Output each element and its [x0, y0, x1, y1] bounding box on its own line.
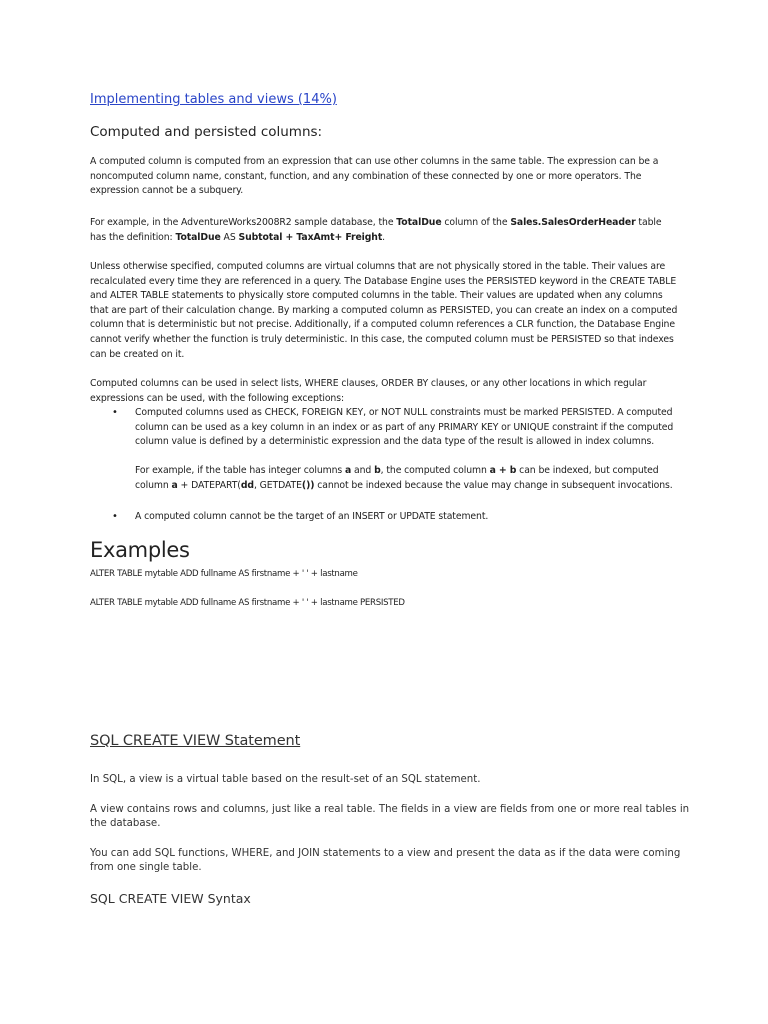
bold-text: dd	[240, 479, 254, 491]
text-run: + DATEPART(	[177, 479, 241, 491]
text-run: cannot be indexed because the value may change in subsequent invocations.	[314, 479, 673, 491]
bullet-text: A computed column cannot be the target of an INSERT or UPDATE statement.	[135, 511, 489, 522]
subheading: Computed and persisted columns:	[90, 124, 323, 140]
bold-text: a	[171, 479, 178, 491]
bullet-text: Computed columns used as CHECK, FOREIGN KEY, or NOT NULL constraints must be marked PERSISTED. A computed column can be used as a key column in an index or as part of any PRIMARY KEY or UNIQUE constraint if the computed column value is defined by a deterministic expression and the data type of the result is allowed in index columns.	[135, 407, 674, 448]
sql-paragraph: A view contains rows and columns, just like a real table. The fields in a view are fields from one or more real tables in the database.	[90, 804, 690, 829]
code-line: ALTER TABLE mytable ADD fullname AS firstname + ' ' + lastname	[90, 569, 358, 579]
bold-text: a	[344, 465, 352, 476]
bullet-icon: •	[112, 407, 118, 418]
text-run: AS	[220, 231, 239, 243]
bullet-example-text	[135, 464, 680, 493]
paragraph-computed-column: A computed column is computed from an expression that can use other columns in the same table. The expression can be a noncomputed column name, constant, function, and any combination of these connected by one or more operators. The expression cannot be a subquery.	[90, 156, 659, 197]
text-run: column of the	[441, 217, 511, 228]
examples-heading: Examples	[90, 538, 190, 562]
bold-text: Subtotal + TaxAmt+ Freight	[238, 231, 383, 243]
bold-text: a + b	[489, 465, 517, 476]
bold-text: b	[374, 465, 381, 476]
bold-text: TotalDue	[396, 217, 442, 228]
text-run: , GETDATE	[253, 479, 302, 491]
section-link[interactable]: Implementing tables and views (14%)	[90, 92, 337, 107]
bold-text: ())	[301, 479, 315, 491]
text-run: , the computed column	[380, 465, 490, 476]
sql-paragraph: In SQL, a view is a virtual table based on the result-set of an SQL statement.	[90, 774, 481, 785]
text-run: .	[382, 231, 386, 243]
text-run: and	[351, 465, 375, 476]
code-line: ALTER TABLE mytable ADD fullname AS firstname + ' ' + lastname PERSISTED	[90, 598, 405, 608]
sql-syntax-heading: SQL CREATE VIEW Syntax	[90, 891, 251, 906]
text-run: For example, in the AdventureWorks2008R2 sample database, the	[90, 217, 397, 228]
text-run: can be indexed, but computed column	[135, 465, 659, 491]
bold-text: TotalDue	[175, 231, 221, 243]
text-run: table has the definition:	[90, 217, 662, 243]
bullet-icon: •	[112, 511, 118, 522]
sql-paragraph: You can add SQL functions, WHERE, and JOIN statements to a view and present the data as if the data were coming from one single table.	[90, 848, 681, 873]
sql-view-heading: SQL CREATE VIEW Statement	[90, 733, 301, 749]
paragraph-persisted: Unless otherwise specified, computed columns are virtual columns that are not physically stored in the table. Their values are recalculated every time they are referenced in a query. The Database Engine uses the PERSISTED keyword in the CREATE TABLE and ALTER TABLE statements to physically store computed columns in the table. Their values are updated when any columns that are part of their calculation change. By marking a computed column as PERSISTED, you can create an index on a computed column that is deterministic but not precise. Additionally, if a computed column references a CLR function, the Database Engine cannot verify whether the function is truly deterministic. In this case, the computed column must be PERSISTED so that indexes can be created on it.	[90, 261, 678, 360]
paragraph-example	[90, 216, 680, 245]
text-run: For example, if the table has integer columns	[135, 465, 345, 476]
paragraph-usage: Computed columns can be used in select lists, WHERE clauses, ORDER BY clauses, or any other locations in which regular expressions can be used, with the following exceptions:	[90, 378, 647, 404]
bold-text: Sales.SalesOrderHeader	[510, 217, 636, 228]
